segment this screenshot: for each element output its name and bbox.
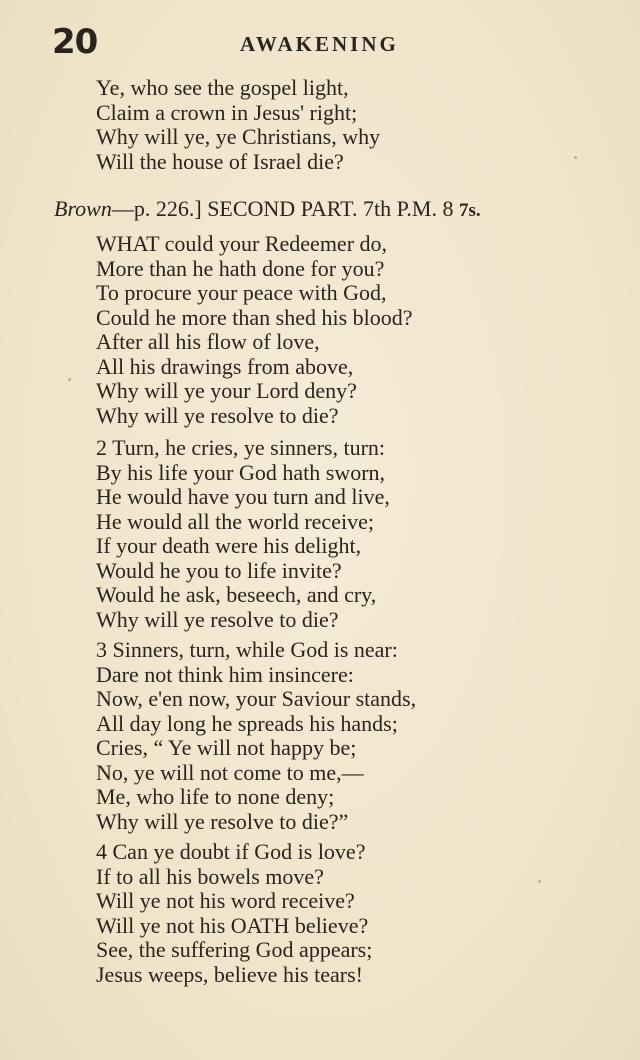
verse-line: 4 Can ye doubt if God is love?: [96, 839, 366, 864]
paper-speck: [574, 156, 577, 159]
page-reference: —p. 226.]: [111, 196, 202, 221]
paper-speck: [538, 880, 541, 883]
verse-line: Why will ye your Lord deny?: [96, 378, 357, 403]
verse-line: After all his flow of love,: [96, 329, 320, 354]
verse-line: Claim a crown in Jesus' right;: [96, 99, 358, 125]
page-number: 20: [52, 22, 98, 62]
verse-line: All day long he spreads his hands;: [96, 710, 398, 736]
verse-line: He would have you turn and live,: [96, 484, 390, 509]
meter-label: 7th P.M. 8: [362, 196, 454, 221]
meter-suffix: 7s.: [458, 200, 481, 221]
verse-line: Would he you to life invite?: [96, 557, 342, 583]
verse-line: If to all his bowels move?: [96, 863, 324, 889]
verse-line: To procure your peace with God,: [96, 280, 387, 305]
verse-line: He would all the world receive;: [96, 508, 374, 534]
verse-line: Will ye not his OATH believe?: [96, 912, 369, 938]
paper-speck: [68, 378, 71, 381]
verse-line: See, the suffering God appears;: [96, 937, 373, 962]
verse-line: Could he more than shed his blood?: [96, 304, 413, 330]
tune-name: Brown: [54, 196, 112, 221]
verse-line: Ye, who see the gospel light,: [96, 75, 349, 100]
verse-line: Cries, “ Ye will not happy be;: [96, 735, 357, 760]
running-head: AWAKENING: [240, 32, 399, 56]
page-header: [52, 22, 612, 62]
verse-line: Now, e'en now, your Saviour stands,: [96, 686, 417, 711]
verse-line: Why will ye resolve to die?”: [96, 808, 349, 834]
verse-line: 2 Turn, he cries, ye sinners, turn:: [96, 435, 386, 460]
verse-line: Will the house of Israel die?: [96, 148, 344, 174]
tune-heading: [54, 196, 481, 224]
verse-line: Would he ask, beseech, and cry,: [96, 582, 377, 607]
verse-line: No, ye will not come to me,—: [96, 759, 364, 785]
verse-line: Why will ye resolve to die?: [96, 402, 339, 428]
verse-line: By his life your God hath sworn,: [96, 459, 386, 485]
verse-line: All his drawings from above,: [96, 353, 354, 379]
verse-line: 3 Sinners, turn, while God is near:: [96, 637, 398, 662]
verse-line: Will ye not his word receive?: [96, 888, 355, 913]
verse-line: WHAT could your Redeemer do,: [96, 231, 388, 256]
verse-line: Jesus weeps, believe his tears!: [96, 961, 363, 987]
verse-line: Dare not think him insincere:: [96, 661, 354, 687]
verse-line: Why will ye, ye Christians, why: [96, 124, 381, 149]
verse-line: Me, who life to none deny;: [96, 784, 335, 809]
verse-line: If your death were his delight,: [96, 533, 362, 558]
verse-line: Why will ye resolve to die?: [96, 606, 339, 632]
verse-line: More than he hath done for you?: [96, 255, 385, 281]
part-label: SECOND PART.: [207, 196, 358, 221]
